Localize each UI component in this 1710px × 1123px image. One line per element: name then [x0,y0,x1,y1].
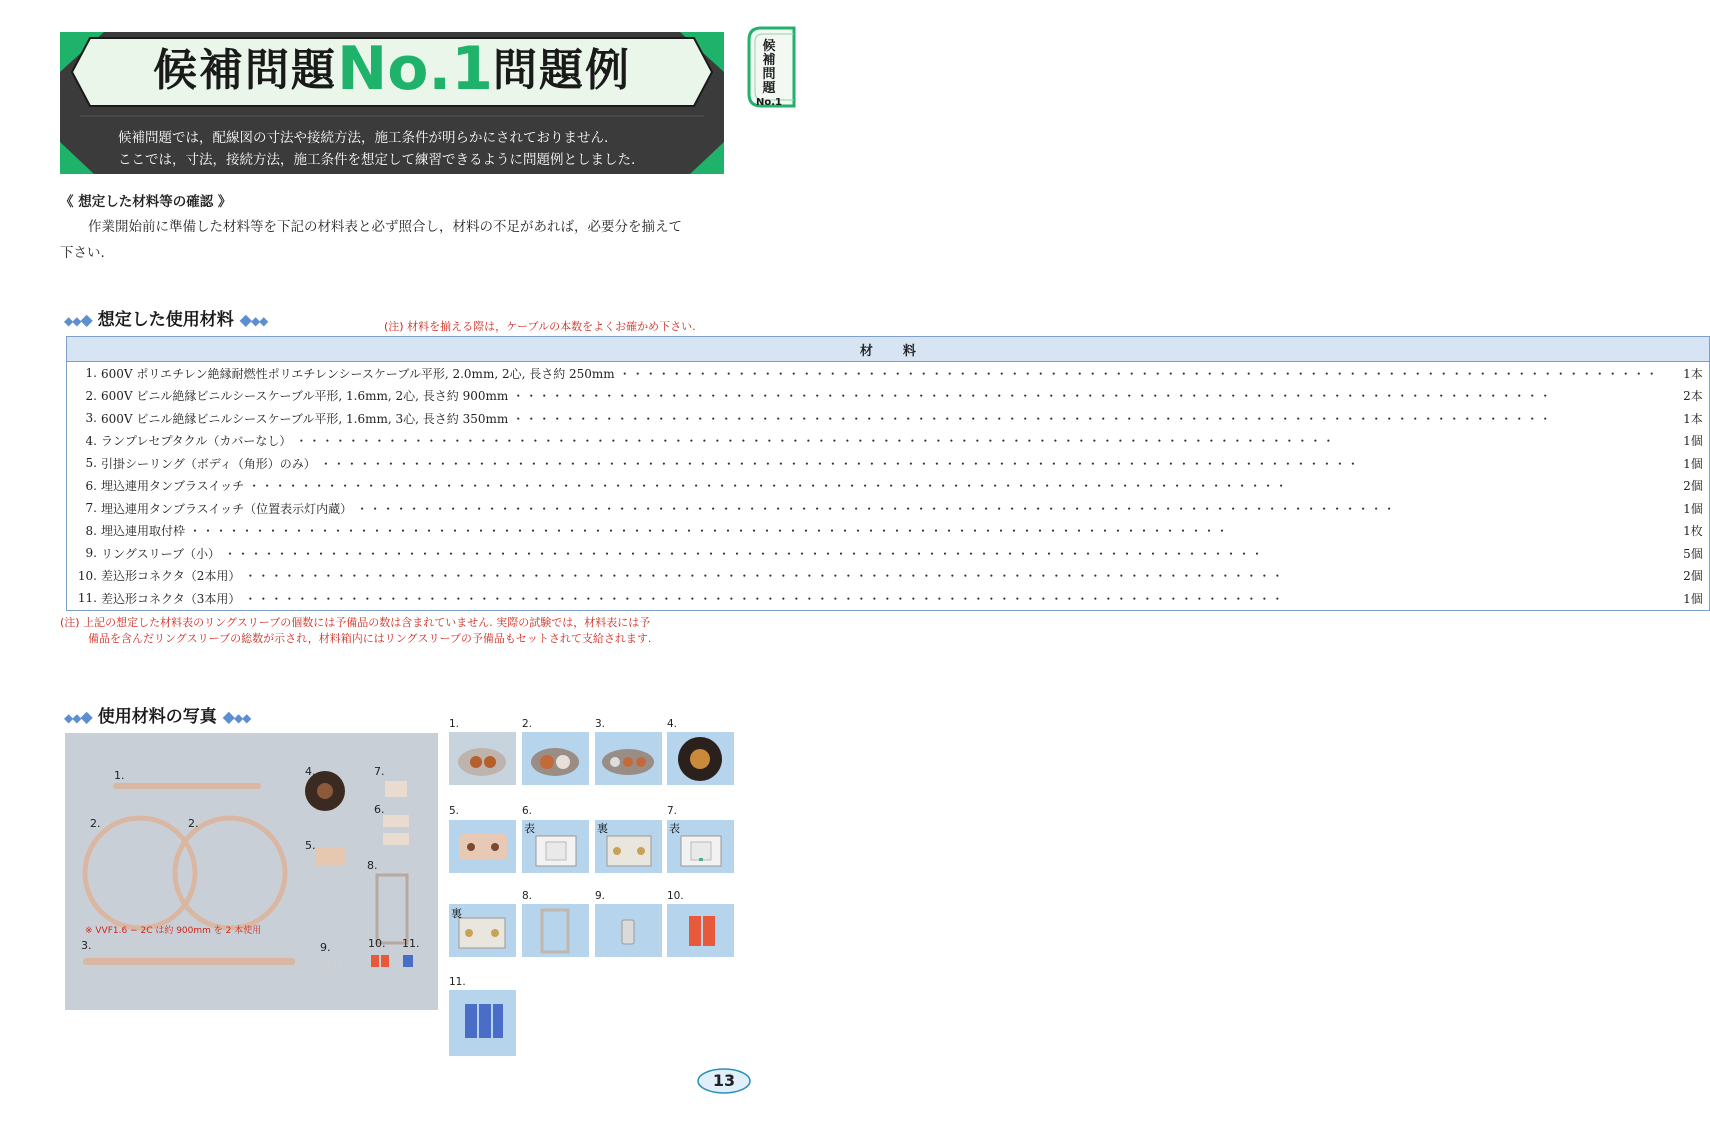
photo-label: 9. [320,941,331,954]
material-row [67,410,1709,427]
photo-label: 6. [374,803,385,816]
item-number: 2. [85,388,97,403]
item-name: 埋込連用タンブラスイッチ [101,479,245,494]
photos-title: 使用材料の写真 [97,707,217,727]
item-name: 埋込連用タンブラスイッチ（位置表示灯内蔵） [101,501,353,516]
title-before: 候補問題 [153,45,337,96]
front-label: 表 [524,822,535,835]
thumb-ceiling [449,820,516,873]
material-row [67,432,1709,449]
thumb-cable-1 [449,732,516,785]
photo-label: 1. [114,769,125,782]
table-row [67,520,1710,543]
item-number: 1. [85,366,97,381]
diamond-icon: ◆◆ [64,711,81,725]
thumb-label: 11. [449,976,466,988]
thumb-cable-2 [522,732,589,785]
table-row [67,587,1710,610]
item-quantity: 1本 [1683,411,1703,426]
paragraph-line-1: 作業開始前に準備した材料等を下記の材料表と必ず照合し，材料の不足があれば，必要分を揃えて [88,219,682,235]
material-row [67,567,1709,584]
table-cell [67,430,1710,453]
item-quantity: 1本 [1683,366,1703,381]
check-heading: 《 想定した材料等の確認 》 [60,194,232,210]
item-quantity: 2個 [1683,569,1703,584]
table-row [67,362,1710,385]
item-number: 3. [85,411,97,426]
photo-note: ※ VVF1.6 − 2C は約 900mm を 2 本使用 [85,926,262,936]
side-tab-char: 題 [762,81,776,96]
table-header: 材料 [67,337,1710,362]
table-cell [67,587,1710,610]
material-row [67,500,1709,517]
diamond-icon: ◆ [80,310,92,329]
page-title [60,34,724,104]
thumb-label: 5. [449,805,460,817]
photo-label: 3. [81,939,92,952]
table-row [67,407,1710,430]
photo-label: 5. [305,839,316,852]
item-quantity: 1個 [1683,456,1703,471]
thumb-label: 2. [522,718,533,730]
material-row [67,477,1709,494]
diamond-icon: ◆◆ [250,314,268,328]
photo-label: 11. [402,937,420,950]
table-row [67,452,1710,475]
table-row [67,430,1710,453]
side-tab-char: 候 [762,39,776,54]
diamond-icon: ◆◆ [233,711,251,725]
side-tab-char: 問 [762,67,776,82]
materials-table-body [67,362,1710,611]
material-row [67,365,1709,382]
photo-label: 4. [305,765,316,778]
item-name: ランプレセプタクル（カバーなし） [101,434,292,449]
table-cell [67,542,1710,565]
photo-label: 8. [367,859,378,872]
item-quantity: 1個 [1683,434,1703,449]
material-row [67,545,1709,562]
table-cell [67,520,1710,543]
item-number: 6. [85,478,97,493]
title-no: No.1 [337,34,493,104]
materials-photo [65,733,438,1010]
thumb-label: 3. [595,718,606,730]
leader-dots: ・・・・・・・・・・・・・・・・・・・・・・・・・・・・・・・・・・・・・・・・・・・・・・・・・・・・・・・・・・・・・・・・・・・・・・・・・・・・・・・・ [356,501,1397,516]
materials-title: 想定した使用材料 [97,310,234,330]
title-after: 問題例 [492,45,631,96]
photo-label: 10. [368,937,386,950]
item-number: 8. [85,523,97,538]
thumb-label: 4. [667,718,678,730]
paragraph-line-2: 下さい. [60,245,105,261]
item-quantity: 2本 [1683,389,1703,404]
check-paragraph [60,214,740,266]
photo-label: 2. [90,817,101,830]
item-name: 600V ビニル絶縁ビニルシースケーブル平形, 1.6mm, 2心, 長さ約 900mm [101,389,509,404]
material-row [67,522,1709,539]
intro-line-1: 候補問題では，配線図の寸法や接続方法，施工条件が明らかにされておりません. [118,130,609,146]
side-tab-char: No.1 [756,97,782,108]
item-name: 埋込連用取付枠 [101,524,186,539]
thumb-label: 1. [449,718,460,730]
back-label: 裏 [597,822,608,835]
table-cell [67,565,1710,588]
leader-dots: ・・・・・・・・・・・・・・・・・・・・・・・・・・・・・・・・・・・・・・・・・・・・・・・・・・・・・・・・・・・・・・・・・・・・・・・・・・・・・・・・ [618,366,1659,381]
materials-table [66,336,1710,611]
table-row [67,542,1710,565]
item-quantity: 1個 [1683,591,1703,606]
diamond-icon: ◆ [222,707,234,726]
item-number: 9. [85,546,97,561]
table-row [67,565,1710,588]
footnote-line-1: (注) 上記の想定した材料表のリングスリーブの個数には予備品の数は含まれていません. 実際の試験では，材料表には予 [60,616,651,629]
photo-label: 2. [188,817,199,830]
thumb-label: 8. [522,890,533,902]
footnote-line-2: 備品を含んだリングスリーブの総数が示され，材料箱内にはリングスリーブの予備品もセットされて支給されます. [88,632,652,645]
diamond-icon: ◆◆ [64,314,81,328]
thumb-label: 10. [667,890,684,902]
table-row [67,497,1710,520]
leader-dots: ・・・・・・・・・・・・・・・・・・・・・・・・・・・・・・・・・・・・・・・・・・・・・・・・・・・・・・・・・・・・・・・・・・・・・・・・・・・・・・・・ [244,591,1285,606]
materials-note: (注) 材料を揃える際は，ケーブルの本数をよくお確かめ下さい. [384,320,696,333]
thumb-label: 9. [595,890,606,902]
thumb-frame [522,904,589,957]
side-tab-char: 補 [762,53,776,68]
thumb-receptacle [667,732,734,785]
thumb-connector-2 [667,904,734,957]
leader-dots: ・・・・・・・・・・・・・・・・・・・・・・・・・・・・・・・・・・・・・・・・・・・・・・・・・・・・・・・・・・・・・・・・・・・・・・・・・・・・・・・・ [189,524,1230,539]
back-label: 裏 [451,907,462,920]
item-name: リングスリーブ（小） [101,546,221,561]
leader-dots: ・・・・・・・・・・・・・・・・・・・・・・・・・・・・・・・・・・・・・・・・・・・・・・・・・・・・・・・・・・・・・・・・・・・・・・・・・・・・・・・・ [244,569,1285,584]
table-cell [67,475,1710,498]
item-number: 4. [85,433,97,448]
item-quantity: 2個 [1683,479,1703,494]
table-cell [67,385,1710,408]
item-number: 5. [85,456,97,471]
diamond-icon: ◆ [239,310,251,329]
table-cell [67,452,1710,475]
item-name: 差込形コネクタ（3本用） [101,591,241,606]
leader-dots: ・・・・・・・・・・・・・・・・・・・・・・・・・・・・・・・・・・・・・・・・・・・・・・・・・・・・・・・・・・・・・・・・・・・・・・・・・・・・・・・・ [512,389,1553,404]
item-name: 600V ポリエチレン絶縁耐燃性ポリエチレンシースケーブル平形, 2.0mm, 2心, 長さ約 250mm [101,366,615,381]
item-name: 600V ビニル絶縁ビニルシースケーブル平形, 1.6mm, 3心, 長さ約 350mm [101,411,509,426]
thumb-cable-3 [595,732,662,785]
item-number: 11. [77,591,97,606]
photos-heading [64,702,250,727]
table-cell [67,362,1710,385]
thumb-label: 7. [667,805,678,817]
item-quantity: 1枚 [1683,524,1703,539]
page-number: 13 [712,1071,736,1090]
diamond-icon: ◆ [80,707,92,726]
photo-label: 7. [374,765,385,778]
leader-dots: ・・・・・・・・・・・・・・・・・・・・・・・・・・・・・・・・・・・・・・・・・・・・・・・・・・・・・・・・・・・・・・・・・・・・・・・・・・・・・・・・ [319,456,1360,471]
item-name: 引掛シーリング（ボディ（角形）のみ） [101,456,316,471]
material-row [67,387,1709,404]
thumb-connector-3 [449,990,516,1056]
table-cell [67,407,1710,430]
item-number: 7. [85,501,97,516]
leader-dots: ・・・・・・・・・・・・・・・・・・・・・・・・・・・・・・・・・・・・・・・・・・・・・・・・・・・・・・・・・・・・・・・・・・・・・・・・・・・・・・・・ [248,479,1289,494]
intro-line-2: ここでは，寸法，接続方法，施工条件を想定して練習できるように問題例としました. [118,152,636,168]
table-cell [67,497,1710,520]
item-quantity: 1個 [1683,501,1703,516]
leader-dots: ・・・・・・・・・・・・・・・・・・・・・・・・・・・・・・・・・・・・・・・・・・・・・・・・・・・・・・・・・・・・・・・・・・・・・・・・・・・・・・・・ [512,411,1553,426]
front-label: 表 [669,822,680,835]
side-tab-label [754,40,784,110]
material-row [67,455,1709,472]
thumb-label: 6. [522,805,533,817]
table-row [67,385,1710,408]
item-name: 差込形コネクタ（2本用） [101,569,241,584]
item-number: 10. [77,568,97,583]
thumb-sleeve [595,904,662,957]
leader-dots: ・・・・・・・・・・・・・・・・・・・・・・・・・・・・・・・・・・・・・・・・・・・・・・・・・・・・・・・・・・・・・・・・・・・・・・・・・・・・・・・・ [224,546,1265,561]
table-row [67,475,1710,498]
materials-footnote [60,615,740,647]
materials-heading [64,305,267,330]
leader-dots: ・・・・・・・・・・・・・・・・・・・・・・・・・・・・・・・・・・・・・・・・・・・・・・・・・・・・・・・・・・・・・・・・・・・・・・・・・・・・・・・・ [295,434,1336,449]
item-quantity: 5個 [1683,546,1703,561]
material-row [67,590,1709,607]
